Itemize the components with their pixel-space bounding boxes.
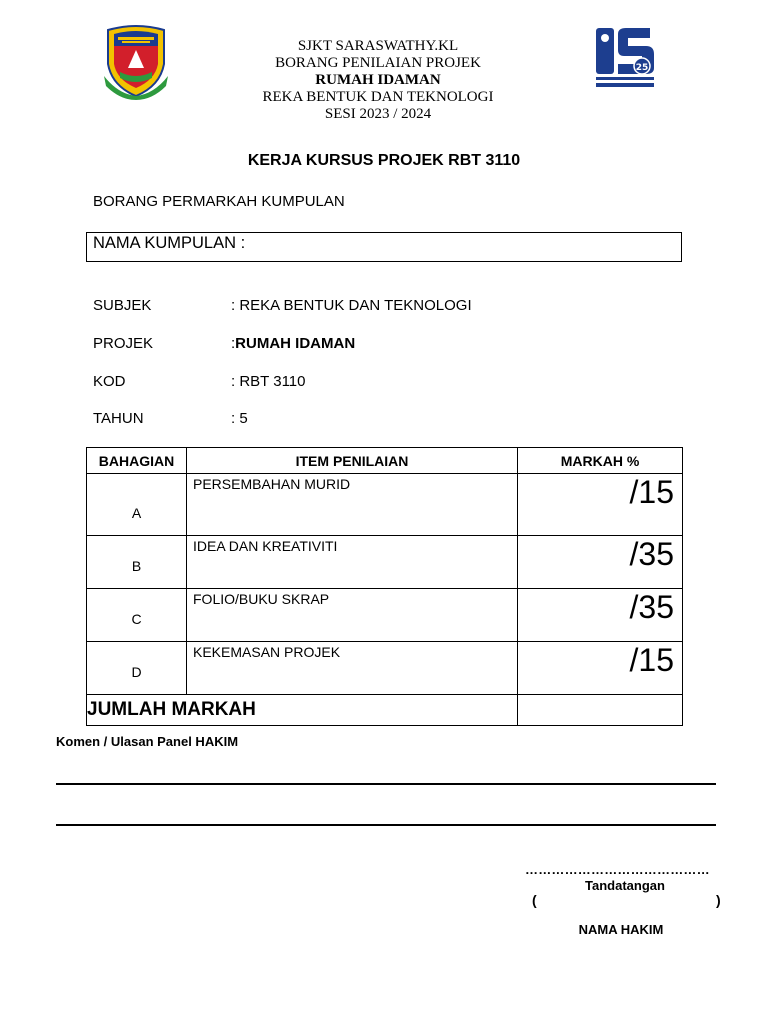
svg-text:25: 25: [635, 63, 649, 73]
header-section: BAHAGIAN: [87, 448, 187, 474]
item-label: IDEA DAN KREATIVITI: [187, 536, 518, 589]
header-mark: MARKAH %: [518, 448, 683, 474]
comment-line-2[interactable]: [56, 824, 716, 826]
info-value: RUMAH IDAMAN: [235, 335, 356, 352]
info-label: PROJEK: [93, 335, 154, 352]
total-row: [87, 695, 683, 726]
name-paren-close: ): [716, 892, 721, 908]
comment-line-1[interactable]: [56, 783, 716, 785]
mark-cell[interactable]: /15: [518, 474, 683, 536]
section-label: B: [131, 558, 142, 574]
signature-line[interactable]: ……………………………………: [525, 862, 710, 877]
info-label: TAHUN: [93, 410, 144, 427]
form-title: BORANG PENILAIAN PROJEK: [275, 55, 481, 71]
total-label: JUMLAH MARKAH: [87, 695, 518, 726]
school-name: SJKT SARASWATHY.KL: [297, 38, 459, 54]
judge-name-label: NAMA HAKIM: [578, 922, 664, 937]
header-block: [200, 38, 556, 123]
total-mark-cell[interactable]: [518, 695, 683, 726]
session-title: SESI 2023 / 2024: [324, 106, 432, 122]
info-label: SUBJEK: [93, 297, 152, 314]
table-header-row: [87, 448, 683, 474]
name-paren-open: (: [532, 892, 537, 908]
group-name-field[interactable]: [86, 232, 682, 262]
info-value: : RBT 3110: [231, 373, 306, 390]
section-label: C: [131, 611, 142, 627]
mark-cell[interactable]: /35: [518, 536, 683, 589]
table-row: [87, 589, 683, 642]
header-item: ITEM PENILAIAN: [187, 448, 518, 474]
group-name-label: NAMA KUMPULAN :: [93, 234, 246, 252]
table-row: [87, 536, 683, 589]
table-row: [87, 642, 683, 695]
form-name: BORANG PERMARKAH KUMPULAN: [93, 193, 345, 210]
section-label: A: [131, 505, 142, 521]
mark-cell[interactable]: /35: [518, 589, 683, 642]
mark-cell[interactable]: /15: [518, 642, 683, 695]
section-label: D: [131, 664, 142, 680]
project-title: RUMAH IDAMAN: [315, 72, 441, 88]
table-row: [87, 474, 683, 536]
marks-table: [86, 447, 683, 726]
signature-label: Tandatangan: [585, 878, 665, 893]
info-label: KOD: [93, 373, 126, 390]
item-label: KEKEMASAN PROJEK: [187, 642, 518, 695]
program-25-logo: [594, 26, 656, 88]
page-title: KERJA KURSUS PROJEK RBT 3110: [247, 152, 521, 169]
item-label: FOLIO/BUKU SKRAP: [187, 589, 518, 642]
comment-label: Komen / Ulasan Panel HAKIM: [56, 734, 239, 749]
info-value: : 5: [231, 410, 248, 427]
subject-title: REKA BENTUK DAN TEKNOLOGI: [262, 89, 494, 105]
info-value: : REKA BENTUK DAN TEKNOLOGI: [231, 297, 472, 314]
school-crest-logo: [100, 24, 172, 100]
item-label: PERSEMBAHAN MURID: [187, 474, 518, 536]
info-prefix: :: [231, 335, 236, 352]
